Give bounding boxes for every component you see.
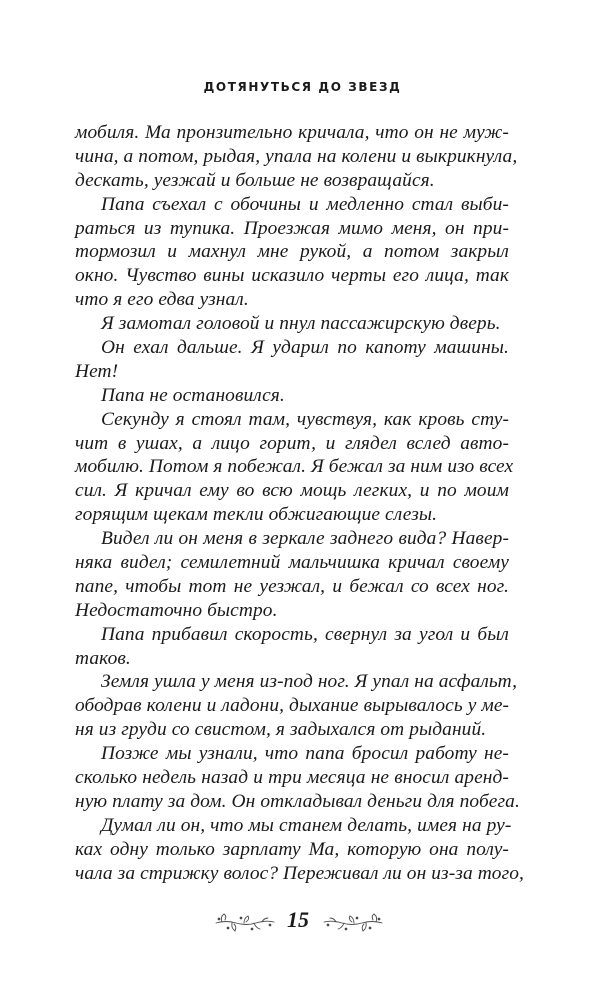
- text-line: Недостаточно быстро.: [75, 599, 278, 621]
- text-line: дескать, уезжай и больше не возвращайся.: [75, 169, 435, 191]
- text-line: Секунду я стоял там, чувствуя, как кровь сту-: [101, 408, 509, 430]
- text-line: Позже мы узнали, что папа бросил работу не-: [101, 743, 509, 765]
- body-text: [75, 121, 524, 886]
- text-line: тормозил и махнул мне рукой, а потом закрыл: [75, 241, 509, 263]
- text-line: няка видел; семилетний мальчишка кричал своему: [75, 552, 509, 574]
- text-line: Я замотал головой и пнул пассажирскую дверь.: [101, 313, 501, 335]
- text-line: Нет!: [75, 360, 119, 382]
- text-line: Думал ли он, что мы станем делать, имея на ру-: [101, 814, 512, 836]
- text-line: папе, чтобы тот не уезжал, и бежал со всех ног.: [75, 575, 509, 597]
- text-line: Папа прибавил скорость, свернул за угол и был: [101, 623, 509, 645]
- page-footer: [0, 908, 605, 938]
- text-line: что я его едва узнал.: [75, 289, 249, 311]
- text-line: чит в ушах, а лицо горит, и глядел вслед авто-: [75, 432, 509, 454]
- text-line: мобилю. Потом я побежал. Я бежал за ним изо всех: [75, 456, 514, 478]
- text-line: Папа не остановился.: [101, 384, 285, 406]
- text-line: ободрав колени и ладони, дыхание вырывалось у ме-: [75, 695, 510, 717]
- text-line: окно. Чувство вины исказило черты его лица, так: [75, 265, 509, 287]
- text-line: раться из тупика. Проезжая мимо меня, он при-: [75, 217, 509, 239]
- text-line: чина, а потом, рыдая, упала на колени и выкрикнула,: [75, 145, 518, 167]
- text-line: Земля ушла у меня из-под ног. Я упал на асфальт,: [101, 671, 518, 693]
- floral-vine-ornament-icon: [322, 910, 384, 934]
- page-number: 15: [287, 907, 309, 932]
- text-line: мобиля. Ма пронзительно кричала, что он не муж-: [75, 122, 509, 143]
- text-line: горящим щекам текли обжигающие слезы.: [75, 504, 438, 526]
- text-line: ную плату за дом. Он откладывал деньги для побега.: [75, 790, 520, 812]
- text-line: Видел ли он меня в зеркале заднего вида? Навер-: [101, 528, 509, 550]
- running-title: ДОТЯНУТЬСЯ ДО ЗВЕЗД: [203, 80, 402, 94]
- floral-vine-ornament-icon: [214, 910, 276, 934]
- text-line: ня из груди со свистом, я задыхался от рыданий.: [75, 719, 487, 741]
- text-line: Он ехал дальше. Я ударил по капоту машины.: [101, 337, 509, 359]
- text-line: чала за стрижку волос? Переживал ли он из-за того,: [75, 862, 524, 884]
- text-line: сколько недель назад и три месяца не вносил аренд-: [75, 767, 509, 789]
- text-line: таков.: [75, 647, 131, 669]
- text-line: сил. Я кричал ему во всю мощь легких, и по моим: [75, 480, 509, 502]
- text-line: Папа съехал с обочины и медленно стал выби-: [101, 193, 509, 215]
- text-line: ках одну только зарплату Ма, которую она полу-: [75, 838, 509, 860]
